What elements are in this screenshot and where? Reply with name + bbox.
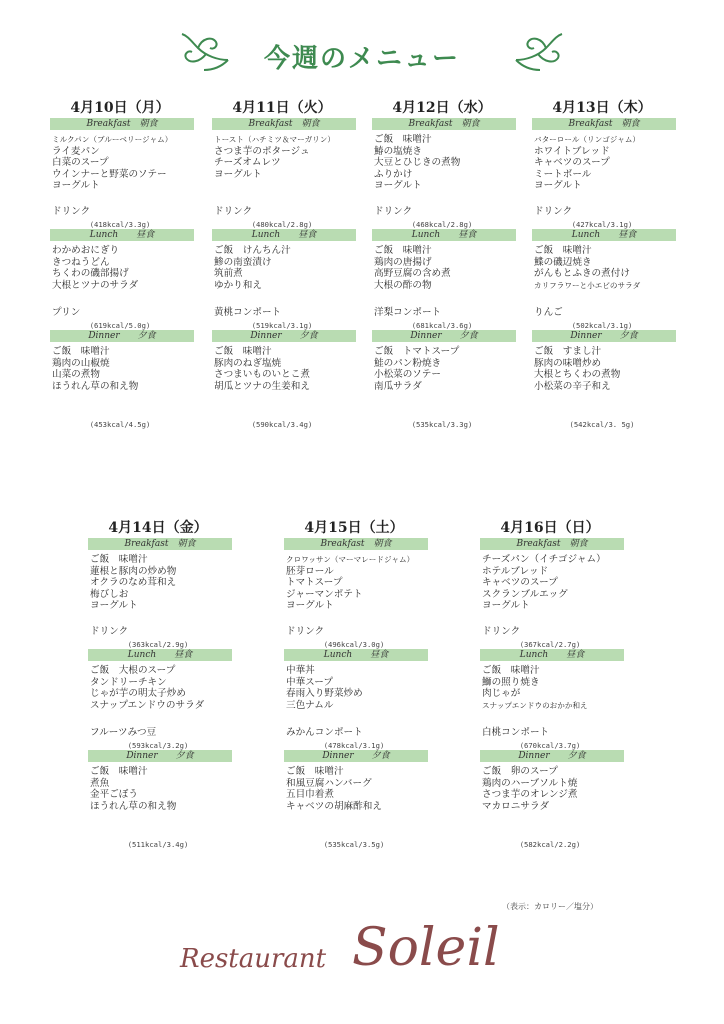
menu-item: スクランブルエッグ [482, 588, 568, 600]
day-card [366, 98, 518, 429]
menu-item: キャベツの胡麻酢和え [286, 800, 382, 812]
lunch-items [44, 241, 196, 305]
dinner-items [278, 762, 430, 840]
breakfast-extra: ドリンク [214, 206, 253, 217]
menu-item: キャベツのスープ [534, 157, 610, 169]
breakfast-extra: ドリンク [52, 206, 91, 217]
menu-item: 胚芽ロール [286, 565, 334, 577]
lunch-items [206, 241, 358, 305]
lunch-extra: 白桃コンポート [482, 727, 550, 738]
menu-item: さつま芋のポタージュ [214, 145, 310, 157]
lunch-extra: フルーツみつ豆 [90, 727, 157, 738]
menu-item: スナップエンドウのおかか和え [482, 700, 588, 710]
menu-item: 鯵の南蛮漬け [214, 256, 272, 268]
menu-item: わかめおにぎり [52, 245, 120, 256]
menu-item: 大根とちくわの煮物 [534, 369, 621, 381]
lunch-items [278, 661, 430, 725]
lunch-label: Lunch 昼食 [88, 649, 232, 661]
day-date: 4月10日（月） [70, 100, 170, 116]
dinner-label: Dinner 夕食 [532, 330, 676, 342]
breakfast-label: Breakfast 朝食 [532, 118, 676, 130]
menu-item: 筑前煮 [214, 268, 243, 280]
menu-item: タンドリーチキン [90, 676, 167, 688]
menu-item: ほうれん草の和え物 [52, 380, 139, 392]
lunch-calories: (519kcal/3.1g) [251, 321, 313, 330]
menu-item: キャベツのスープ [482, 577, 558, 589]
day-card [278, 518, 430, 849]
lunch-calories: (593kcal/3.2g) [127, 741, 189, 750]
menu-item: ホテルブレッド [482, 565, 549, 577]
dinner-label: Dinner 夕食 [212, 330, 356, 342]
menu-item: さつまいものいとこ煮 [214, 369, 310, 381]
dinner-calories: (535kcal/3.3g) [411, 420, 473, 429]
menu-item: ヨーグルト [374, 180, 422, 192]
dinner-items [366, 342, 518, 420]
menu-item: 春雨入り野菜炒め [286, 688, 363, 700]
menu-item: ヨーグルト [52, 180, 100, 192]
menu-item: さつま芋のオレンジ煮 [482, 789, 578, 801]
lunch-label: Lunch 昼食 [284, 649, 428, 661]
lunch-calories: (619kcal/5.0g) [89, 321, 151, 330]
menu-item: マカロニサラダ [482, 800, 550, 812]
menu-item: 和風豆腐ハンバーグ [286, 777, 372, 789]
lunch-label: Lunch 昼食 [480, 649, 624, 661]
menu-item: がんもとふきの煮付け [534, 268, 630, 280]
breakfast-extra: ドリンク [482, 626, 521, 637]
menu-item: 鶏肉のハーブソルト焼 [482, 777, 578, 789]
menu-item: ご飯 味噌汁 [374, 245, 432, 256]
menu-item: トースト（ハチミツ＆マーガリン） [214, 135, 335, 144]
menu-item: 蓮根と豚肉の炒め物 [90, 565, 177, 577]
dinner-items [474, 762, 626, 840]
dinner-calories: (511kcal/3.4g) [127, 840, 189, 849]
day-date: 4月13日（木） [552, 100, 652, 116]
menu-item: ホワイトブレッド [534, 145, 610, 157]
menu-item: ちくわの磯部揚げ [52, 268, 129, 280]
day-date: 4月15日（土） [304, 520, 404, 536]
lunch-extra: 洋梨コンポート [374, 307, 442, 318]
menu-item: カリフラワーと小エビのサラダ [534, 280, 641, 290]
lunch-extra: りんご [534, 307, 563, 318]
menu-item: ご飯 味噌汁 [482, 665, 540, 676]
menu-item: ご飯 味噌汁 [90, 554, 148, 565]
breakfast-label: Breakfast 朝食 [212, 118, 356, 130]
lunch-extra: 黄桃コンポート [214, 307, 282, 318]
menu-item: 中華スープ [286, 676, 334, 688]
lunch-label: Lunch 昼食 [372, 229, 516, 241]
menu-item: ヨーグルト [214, 168, 262, 180]
menu-item: きつねうどん [52, 256, 110, 268]
menu-item: トマトスープ [286, 577, 343, 589]
lunch-label: Lunch 昼食 [50, 229, 194, 241]
dinner-label: Dinner 夕食 [480, 750, 624, 762]
menu-item: ご飯 味噌汁 [90, 766, 148, 777]
menu-item: チーズオムレツ [214, 157, 281, 169]
dinner-calories: (453kcal/4.5g) [89, 420, 151, 429]
day-date: 4月14日（金） [108, 520, 208, 536]
day-date: 4月16日（日） [500, 520, 600, 536]
right-ornament-icon [510, 30, 566, 80]
menu-item: 五目巾着煮 [286, 789, 334, 801]
day-card [44, 98, 196, 429]
menu-item: 鶏肉の山椒焼 [52, 357, 110, 369]
breakfast-items [366, 130, 518, 204]
menu-item: 南瓜サラダ [374, 380, 422, 392]
dinner-label: Dinner 夕食 [88, 750, 232, 762]
brand-prefix: Restaurant [180, 944, 327, 974]
menu-item: ふりかけ [374, 168, 413, 180]
dinner-calories: (535kcal/3.5g) [323, 840, 385, 849]
menu-item: ヨーグルト [534, 180, 582, 192]
menu-item: ご飯 すまし汁 [534, 346, 602, 357]
lunch-items [82, 661, 234, 725]
menu-item: ジャーマンポテト [286, 588, 363, 600]
menu-item: ライ麦パン [52, 145, 100, 157]
menu-item: バターロール（リンゴジャム） [534, 135, 641, 144]
dinner-calories: (590kcal/3.4g) [251, 420, 313, 429]
lunch-items [526, 241, 678, 305]
menu-item: ご飯 味噌汁 [286, 766, 344, 777]
menu-item: ご飯 味噌汁 [534, 245, 592, 256]
dinner-calories: (582kcal/2.2g) [519, 840, 581, 849]
breakfast-calories: (427kcal/3.1g) [571, 220, 633, 229]
breakfast-label: Breakfast 朝食 [480, 538, 624, 550]
dinner-calories: (542kcal/3. 5g) [569, 420, 635, 429]
menu-item: ヨーグルト [286, 600, 334, 612]
menu-item: ご飯 卵のスープ [482, 766, 558, 777]
lunch-calories: (681kcal/3.6g) [411, 321, 473, 330]
menu-item: ご飯 味噌汁 [214, 346, 272, 357]
lunch-extra: みかんコンポート [286, 727, 363, 738]
breakfast-label: Breakfast 朝食 [372, 118, 516, 130]
menu-item: ほうれん草の和え物 [90, 800, 177, 812]
title-area [0, 30, 724, 80]
breakfast-extra: ドリンク [90, 626, 129, 637]
menu-item: チーズパン（イチゴジャム） [482, 554, 606, 565]
page-title: 今週のメニュー [263, 44, 460, 74]
dinner-label: Dinner 夕食 [284, 750, 428, 762]
breakfast-extra: ドリンク [286, 626, 325, 637]
menu-item: ゆかり和え [214, 279, 262, 291]
day-card [82, 518, 234, 849]
breakfast-calories: (496kcal/3.0g) [323, 640, 385, 649]
menu-item: じゃが芋の明太子炒め [90, 688, 186, 700]
lunch-label: Lunch 昼食 [532, 229, 676, 241]
menu-item: 鮭のパン粉焼き [374, 357, 442, 369]
dinner-label: Dinner 夕食 [50, 330, 194, 342]
legend-note: （表示：カロリー／塩分） [502, 902, 598, 911]
day-card [526, 98, 678, 429]
menu-item: 金平ごぼう [90, 789, 138, 801]
breakfast-calories: (480kcal/2.8g) [251, 220, 313, 229]
dinner-items [82, 762, 234, 840]
menu-item: ご飯 大根のスープ [90, 665, 176, 676]
menu-item: 高野豆腐の含め煮 [374, 268, 451, 280]
menu-item: ウインナーと野菜のソテー [52, 168, 167, 180]
breakfast-items [82, 550, 234, 624]
day-card [206, 98, 358, 429]
menu-item: 大根とツナのサラダ [52, 279, 139, 291]
breakfast-items [526, 130, 678, 204]
breakfast-items [44, 130, 196, 204]
menu-item: ご飯 味噌汁 [374, 134, 432, 145]
lunch-items [474, 661, 626, 725]
menu-item: 鶏肉の唐揚げ [374, 256, 432, 268]
menu-item: ミルクパン（ブルーベリージャム） [52, 135, 173, 144]
menu-item: 鰤の照り焼き [482, 676, 540, 688]
dinner-items [206, 342, 358, 420]
lunch-items [366, 241, 518, 305]
lunch-calories: (670kcal/3.7g) [519, 741, 581, 750]
breakfast-extra: ドリンク [374, 206, 413, 217]
lunch-calories: (478kcal/3.1g) [323, 741, 385, 750]
menu-item: 中華丼 [286, 665, 315, 676]
dinner-items [44, 342, 196, 420]
menu-item: ご飯 味噌汁 [52, 346, 110, 357]
breakfast-calories: (468kcal/2.8g) [411, 220, 473, 229]
menu-item: 三色ナムル [286, 699, 334, 711]
menu-item: 鰈の磯辺焼き [534, 256, 592, 268]
brand-name: Soleil [352, 918, 500, 978]
breakfast-items [278, 550, 430, 624]
lunch-calories: (502kcal/3.1g) [571, 321, 633, 330]
dinner-label: Dinner 夕食 [372, 330, 516, 342]
breakfast-label: Breakfast 朝食 [88, 538, 232, 550]
breakfast-label: Breakfast 朝食 [284, 538, 428, 550]
menu-item: 豚肉の味噌炒め [534, 357, 602, 369]
breakfast-calories: (363kcal/2.9g) [127, 640, 189, 649]
restaurant-logo [180, 918, 580, 988]
menu-item: ご飯 トマトスープ [374, 346, 460, 357]
day-card [474, 518, 626, 849]
menu-item: ミートボール [534, 168, 592, 180]
menu-item: オクラのなめ茸和え [90, 577, 177, 589]
breakfast-calories: (367kcal/2.7g) [519, 640, 581, 649]
breakfast-items [206, 130, 358, 204]
menu-item: ご飯 けんちん汁 [214, 245, 291, 256]
menu-item: ヨーグルト [90, 600, 138, 612]
menu-item: 鰆の塩焼き [374, 145, 422, 157]
menu-item: 豚肉のねぎ塩焼 [214, 357, 282, 369]
menu-item: 小松菜の辛子和え [534, 380, 611, 392]
menu-item: 小松菜のソテー [374, 369, 441, 381]
menu-item: クロワッサン（マーマレードジャム） [286, 555, 415, 564]
menu-item: 煮魚 [90, 777, 110, 789]
lunch-label: Lunch 昼食 [212, 229, 356, 241]
menu-item: 梅びしお [90, 588, 129, 600]
dinner-items [526, 342, 678, 420]
day-date: 4月12日（水） [392, 100, 492, 116]
menu-item: 白菜のスープ [52, 157, 109, 169]
menu-item: 大豆とひじきの煮物 [374, 157, 461, 169]
menu-item: 山菜の煮物 [52, 369, 100, 381]
lunch-extra: プリン [52, 307, 81, 318]
menu-item: 肉じゃが [482, 688, 521, 700]
breakfast-calories: (418kcal/3.3g) [89, 220, 151, 229]
breakfast-label: Breakfast 朝食 [50, 118, 194, 130]
menu-item: 大根の酢の物 [374, 279, 432, 291]
breakfast-extra: ドリンク [534, 206, 573, 217]
menu-item: 胡瓜とツナの生姜和え [214, 380, 310, 392]
menu-item: スナップエンドウのサラダ [90, 699, 205, 711]
day-date: 4月11日（火） [232, 100, 332, 116]
menu-item: ヨーグルト [482, 600, 530, 612]
breakfast-items [474, 550, 626, 624]
